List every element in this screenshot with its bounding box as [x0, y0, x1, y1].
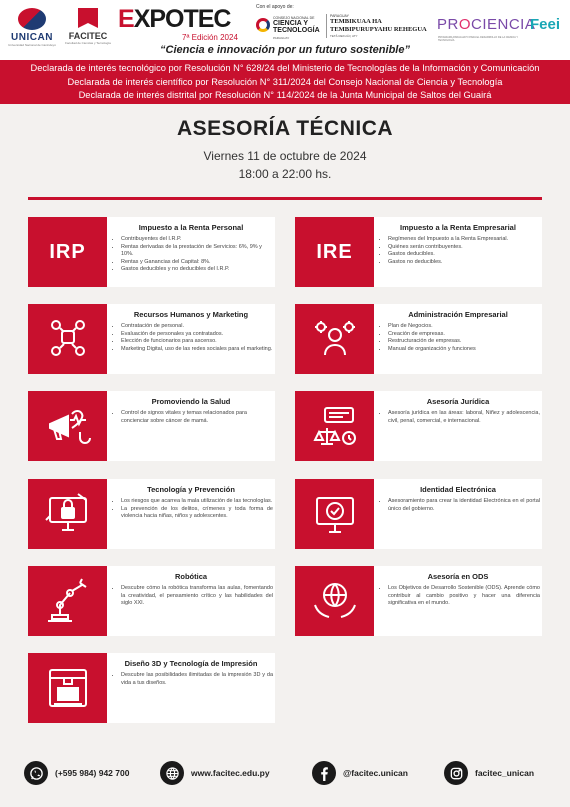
event-time: 18:00 a 22:00 hs.: [238, 167, 332, 181]
robot-arm-icon: [44, 577, 92, 625]
footer-web[interactable]: [160, 761, 270, 785]
unican-emblem-icon: [18, 8, 46, 30]
conacyt-circle-icon: [256, 18, 270, 32]
card-bullets: [380, 585, 540, 608]
page-title: ASESORÍA TÉCNICA: [176, 117, 394, 140]
card-icon-box: [295, 217, 374, 287]
unican-logo: [6, 8, 58, 47]
conacyt-country: PARAGUAY: [273, 36, 290, 40]
list-item: • Marketing Digital, uso de las redes sociales para el marketing.: [121, 346, 273, 354]
declaration-line: Declarada de interés científico por Resolución N° 311/2024 del Consejo Nacional de Ciencia y Tecnología: [67, 76, 503, 87]
header: [0, 0, 570, 60]
card-bullets: [380, 323, 540, 353]
facitec-sub: Facultad de Ciencias y Tecnología: [65, 41, 111, 45]
footer-facebook[interactable]: [312, 761, 408, 785]
card-title: Asesoría en ODS: [427, 572, 489, 581]
people-network-icon: [44, 315, 92, 363]
card-icon-box: [295, 566, 374, 636]
card-icon-box: [295, 304, 374, 374]
footer: [0, 757, 570, 793]
tembi-line1: PARAGUAY: [330, 14, 349, 18]
card-bullets: [113, 498, 273, 521]
card-title: Tecnología y Prevención: [147, 485, 235, 494]
card-identidad: [295, 479, 542, 549]
card-title: Administración Empresarial: [408, 310, 508, 319]
card-robotica: [28, 566, 275, 636]
card-icon-box: [28, 217, 107, 287]
list-item: • Control de signos vitales y temas relacionados para concienciar sobre cáncer de mamá.: [121, 410, 273, 425]
card-bullets: [113, 672, 273, 687]
card-rrhh: [28, 304, 275, 374]
list-item: • Gastos deducibles.: [388, 251, 540, 259]
irp-text-icon: IRP: [49, 240, 86, 263]
card-bullets: [113, 410, 273, 425]
list-item: • La prevención de los delitos, crímenes y toda forma de violencia hacia niñas, niños y adolescentes.: [121, 506, 273, 521]
list-item: • Elección de funcionarios para ascenso.: [121, 338, 273, 346]
health-megaphone-icon: [44, 402, 92, 450]
expotec-title: [118, 5, 248, 34]
expotec-edition: 7ª Edición 2024: [182, 33, 238, 42]
card-tecnologia: [28, 479, 275, 549]
expotec-rest: XPOTEC: [133, 5, 231, 33]
card-icon-box: [28, 304, 107, 374]
whatsapp-icon: [24, 761, 48, 785]
list-item: • Evaluación de personales ya contratados.: [121, 331, 273, 339]
list-item: • Gastos deducibles y no deducibles del I.R.P.: [121, 266, 273, 274]
list-item: • Contratación de personal.: [121, 323, 273, 331]
instagram-icon: [444, 761, 468, 785]
list-item: • Regímenes del Impuesto a la Renta Empresarial.: [388, 236, 540, 244]
website-link: www.facitec.edu.py: [191, 768, 270, 778]
tembi-line4: TETÃ REKUÁI | ATY: [330, 34, 358, 38]
footer-phone[interactable]: [24, 761, 129, 785]
printer-3d-icon: [44, 664, 92, 712]
instagram-handle: facitec_unican: [475, 768, 535, 778]
card-icon-box: [295, 479, 374, 549]
list-item: • Los riesgos que acarrea la mala utilización de las tecnologías.: [121, 498, 273, 506]
card-salud: [28, 391, 275, 461]
card-icon-box: [28, 479, 107, 549]
prociencia-sub: PROGRAMA PARAGUAYO PARA EL DESARROLLO DE LA CIENCIA Y TECNOLOGÍA: [438, 36, 518, 42]
card-bullets: [113, 236, 273, 274]
expotec-e: E: [118, 5, 134, 33]
list-item: • Contribuyentes del I.R.P.: [121, 236, 273, 244]
feei-logo: Feei: [530, 16, 561, 33]
list-item: • Restructuración de empresas.: [388, 338, 540, 346]
ire-text-icon: IRE: [316, 240, 353, 263]
footer-instagram[interactable]: [444, 761, 534, 785]
declarations-banner: [0, 60, 570, 104]
facitec-logo: [62, 8, 114, 45]
tagline: “Ciencia e innovación por un futuro sostenible”: [160, 44, 410, 56]
support-label: Con el apoyo de:: [256, 4, 294, 10]
card-bullets: [380, 410, 540, 425]
list-item: • Asesoría jurídica en las áreas: laboral, Niñez y adolescencia, civil, penal, comercial, e internacional.: [388, 410, 540, 425]
list-item: • Plan de Negocios.: [388, 323, 540, 331]
card-title: Robótica: [174, 572, 208, 581]
card-title: Impuesto a la Renta Empresarial: [400, 223, 516, 232]
card-diseno3d: [28, 653, 275, 723]
card-bullets: [113, 323, 273, 353]
security-lock-icon: [44, 490, 92, 538]
tembi-main: TEMBIKUAA HA TEMBIPURUPYAHU REHEGUA: [330, 18, 427, 33]
card-title: Identidad Electrónica: [420, 485, 496, 494]
card-bullets: [113, 585, 273, 608]
card-bullets: [380, 498, 540, 513]
card-juridica: [295, 391, 542, 461]
card-title: Promoviendo la Salud: [151, 397, 231, 406]
facebook-icon: [312, 761, 336, 785]
card-icon-box: [28, 566, 107, 636]
conacyt-main: CIENCIA Y TECNOLOGÍA: [273, 20, 320, 34]
globe-hands-icon: [311, 577, 359, 625]
globe-icon: [160, 761, 184, 785]
card-icon-box: [28, 391, 107, 461]
card-ire: [295, 217, 542, 287]
unican-sub: Universidad Nacional de Canindeyú: [8, 43, 56, 47]
card-ods: [295, 566, 542, 636]
list-item: • Gastos no deducibles.: [388, 259, 540, 267]
list-item: • Descubre cómo la robótica transforma las aulas, fomentando la creatividad, el pensamiento crítico y las habilidades del siglo XXI.: [121, 585, 273, 608]
list-item: • Manual de organización y funciones: [388, 346, 540, 354]
card-title: Impuesto a la Renta Personal: [138, 223, 244, 232]
facitec-shield-icon: [78, 8, 98, 28]
manager-gears-icon: [311, 315, 359, 363]
phone-text: (+595 984) 942 700: [55, 768, 130, 778]
card-icon-box: [28, 653, 107, 723]
list-item: • Rentas derivadas de la prestación de Servicios: 6%, 9% y 10%.: [121, 244, 273, 259]
prociencia-logo: PROCIENCIA: [437, 16, 536, 33]
unican-name: UNICAN: [11, 32, 53, 43]
expotec-logo: [118, 5, 248, 42]
divider: [28, 197, 542, 200]
declaration-line: Declarada de interés distrital por Resolución N° 114/2024 de la Junta Municipal de Saltos del Guairá: [78, 90, 492, 100]
facitec-name: FACITEC: [68, 31, 108, 41]
facebook-handle: @facitec.unican: [343, 768, 408, 778]
declaration-line: Declarada de interés tecnológico por Resolución N° 628/24 del Ministerio de Tecnologías de la Información y Comunicación: [30, 63, 540, 73]
list-item: • Rentas y Ganancias del Capital: 8%.: [121, 259, 273, 267]
card-admin: [295, 304, 542, 374]
list-item: • Asesoramiento para crear la identidad Electrónica en el portal único del gobierno.: [388, 498, 540, 513]
list-item: • Quiénes serán contribuyentes.: [388, 244, 540, 252]
list-item: • Los Objetivos de Desarrollo Sostenible (ODS). Aprende cómo contribuir al cambio positivo y hacer una diferencia significativa en el mundo.: [388, 585, 540, 608]
card-title: Recursos Humanos y Marketing: [133, 310, 249, 319]
legal-scale-icon: [311, 402, 359, 450]
list-item: • Descubre las posibilidades ilimitadas de la impresión 3D y da vida a tus diseños.: [121, 672, 273, 687]
card-title: Asesoría Jurídica: [426, 397, 490, 406]
list-item: • Creación de empresas.: [388, 331, 540, 339]
conacyt-line1: CONSEJO NACIONAL DE: [273, 16, 315, 20]
event-date: Viernes 11 de octubre de 2024: [203, 149, 367, 163]
card-title: Diseño 3D y Tecnología de Impresión: [124, 659, 258, 668]
card-irp: [28, 217, 275, 287]
digital-id-icon: [311, 490, 359, 538]
card-icon-box: [295, 391, 374, 461]
card-bullets: [380, 236, 540, 266]
tembikuaa-logo: [326, 14, 434, 38]
